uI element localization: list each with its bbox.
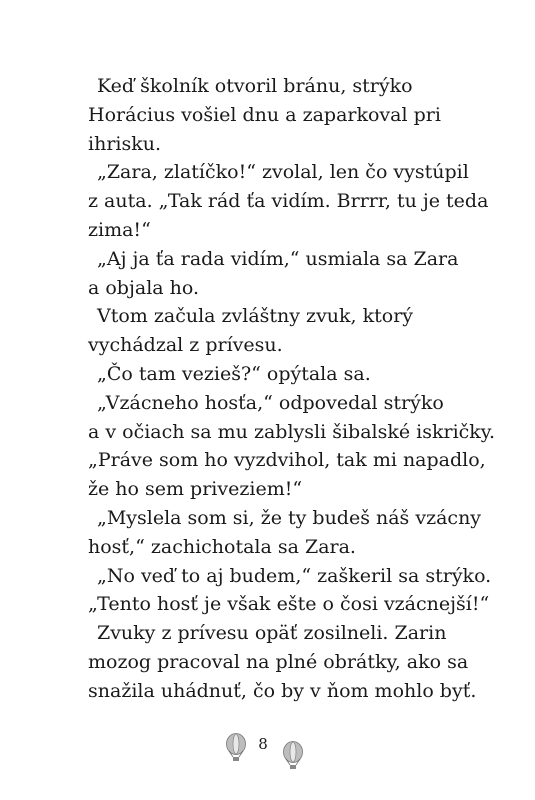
text-line: Vtom začula zvláštny zvuk, ktorý <box>97 305 414 328</box>
text-line: Horácius vošiel dnu a zaparkoval pri <box>88 103 441 126</box>
text-line: že ho sem priveziem!“ <box>88 478 303 501</box>
text-line: vychádzal z prívesu. <box>88 334 283 357</box>
text-line: Zvuky z prívesu opäť zosilneli. Zarin <box>97 622 447 645</box>
text-line: „Vzácneho hosťa,“ odpovedal strýko <box>97 391 444 414</box>
text-line: „Čo tam vezieš?“ opýtala sa. <box>97 362 371 385</box>
text-line: snažila uhádnuť, čo by v ňom mohlo byť. <box>88 679 477 702</box>
body-text <box>88 72 496 706</box>
text-line: „Práve som ho vyzdvihol, tak mi napadlo, <box>88 449 486 472</box>
text-line: zima!“ <box>88 218 151 241</box>
text-line: z auta. „Tak rád ťa vidím. Brrrr, tu je teda <box>88 190 489 213</box>
text-line: „Zara, zlatíčko!“ zvolal, len čo vystúpil <box>97 161 469 184</box>
text-line: hosť,“ zachichotala sa Zara. <box>88 535 356 558</box>
hot-air-balloon-icon <box>282 741 304 776</box>
hot-air-balloon-icon <box>225 733 247 768</box>
text-line: mozog pracoval na plné obrátky, ako sa <box>88 650 469 673</box>
text-line: Keď školník otvoril bránu, strýko <box>97 75 413 97</box>
text-line: a objala ho. <box>88 276 200 299</box>
text-line: „Myslela som si, že ty budeš náš vzácny <box>97 506 482 529</box>
text-line: ihrisku. <box>88 132 162 155</box>
page-footer <box>0 733 535 773</box>
text-line: „Tento hosť je však ešte o čosi vzácnejší!“ <box>88 593 490 616</box>
page-number: 8 <box>258 735 268 753</box>
text-line: „Aj ja ťa rada vidím,“ usmiala sa Zara <box>97 247 459 270</box>
text-line: „No veď to aj budem,“ zaškeril sa strýko. <box>97 564 492 587</box>
text-line: a v očiach sa mu zablysli šibalské iskričky. <box>88 420 496 443</box>
